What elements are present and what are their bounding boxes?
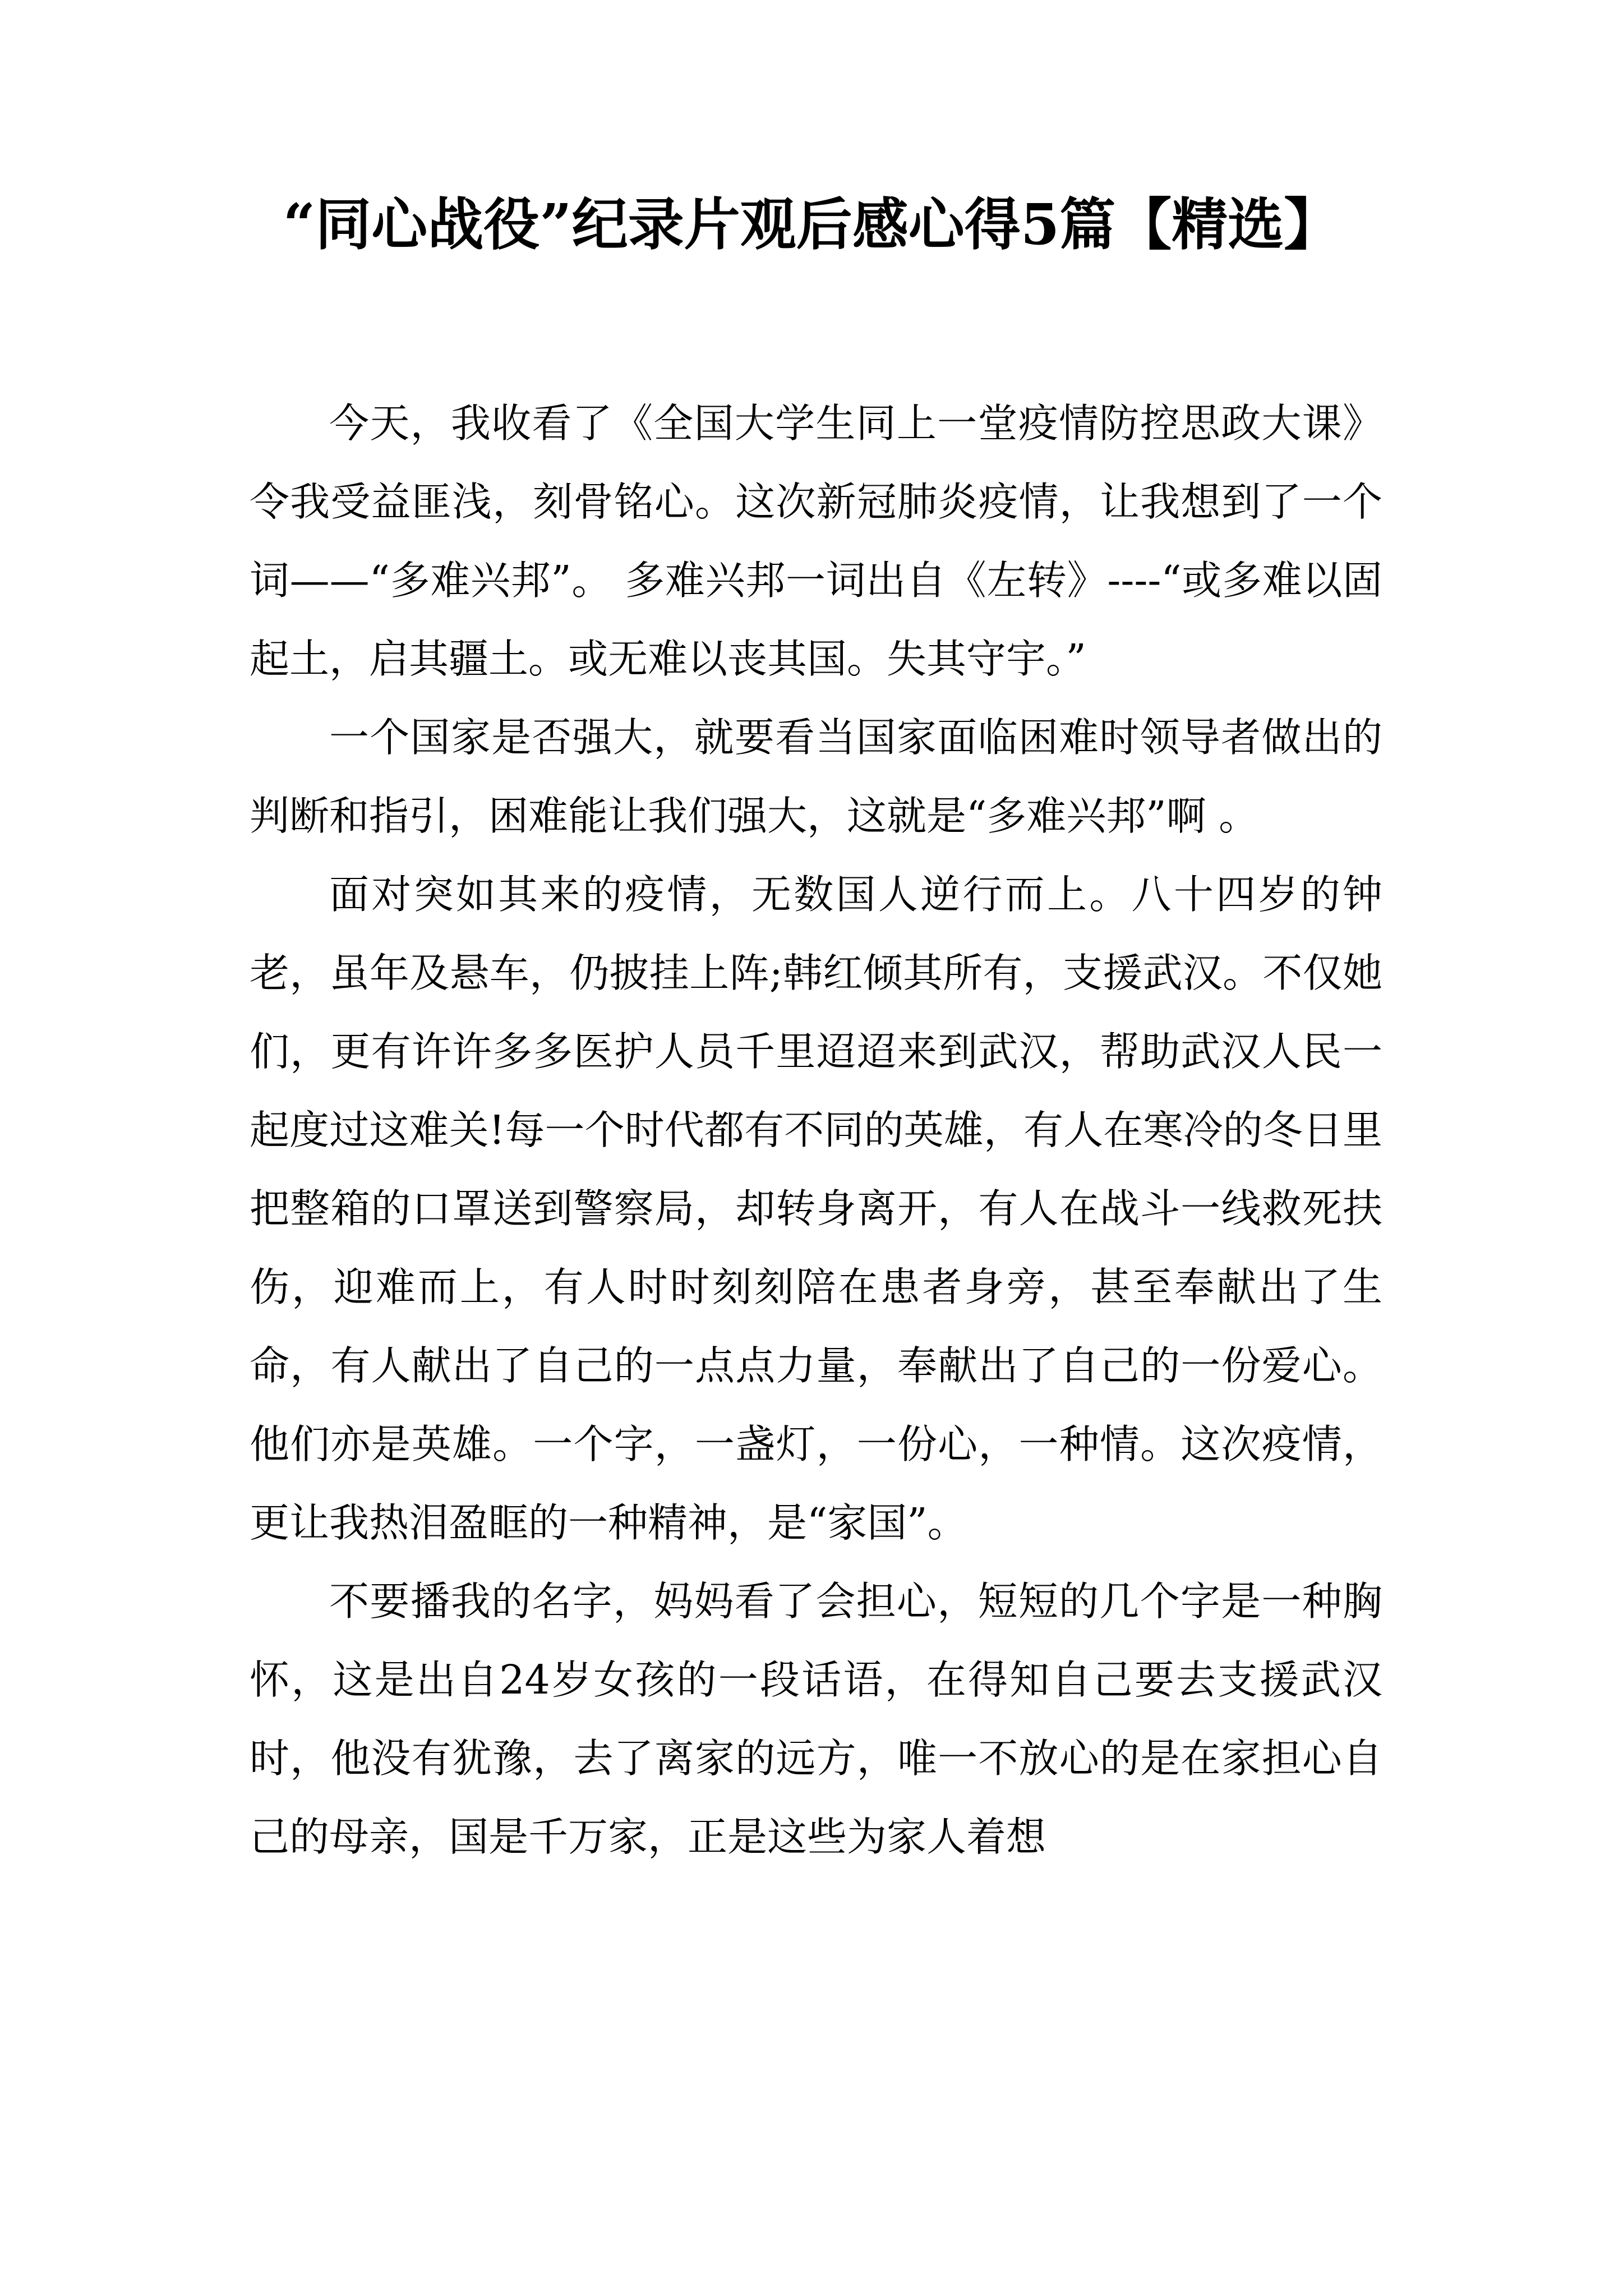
paragraph-2: 一个国家是否强大，就要看当国家面临困难时领导者做出的判断和指引，困难能让我们强大，这就是“多难兴邦”啊 。 xyxy=(250,714,1382,839)
document-title: “同心战役”纪录片观后感心得5篇【精选】 xyxy=(283,191,1340,257)
document-body xyxy=(250,384,1382,1876)
paragraph-3: 面对突如其来的疫情，无数国人逆行而上。八十四岁的钟老，虽年及悬车，仍披挂上阵;韩红倾其所有，支援武汉。不仅她们，更有许许多多医护人员千里迢迢来到武汉，帮助武汉人民一起度过这难关!每一个时代都有不同的英雄，有人在寒冷的冬日里把整箱的口罩送到警察局，却转身离开，有人在战斗一线救死扶伤，迎难而上，有人时时刻刻陪在患者身旁，甚至奉献出了生命，有人献出了自己的一点点力量，奉献出了自己的一份爱心。他们亦是英雄。一个字，一盏灯，一份心，一种情。这次疫情，更让我热泪盈眶的一种精神，是“家国”。 xyxy=(250,871,1382,1546)
paragraph-1: 今天，我收看了《全国大学生同上一堂疫情防控思政大课》令我受益匪浅，刻骨铭心。这次新冠肺炎疫情，让我想到了一个词——“多难兴邦”。 多难兴邦一词出自《左转》----“或多难以固起土，启其疆土。或无难以丧其国。失其守宇。” xyxy=(250,400,1382,682)
paragraph-4: 不要播我的名字，妈妈看了会担心，短短的几个字是一种胸怀，这是出自24岁女孩的一段话语，在得知自己要去支援武汉时，他没有犹豫，去了离家的远方，唯一不放心的是在家担心自己的母亲，国是千万家，正是这些为家人着想 xyxy=(250,1578,1382,1860)
